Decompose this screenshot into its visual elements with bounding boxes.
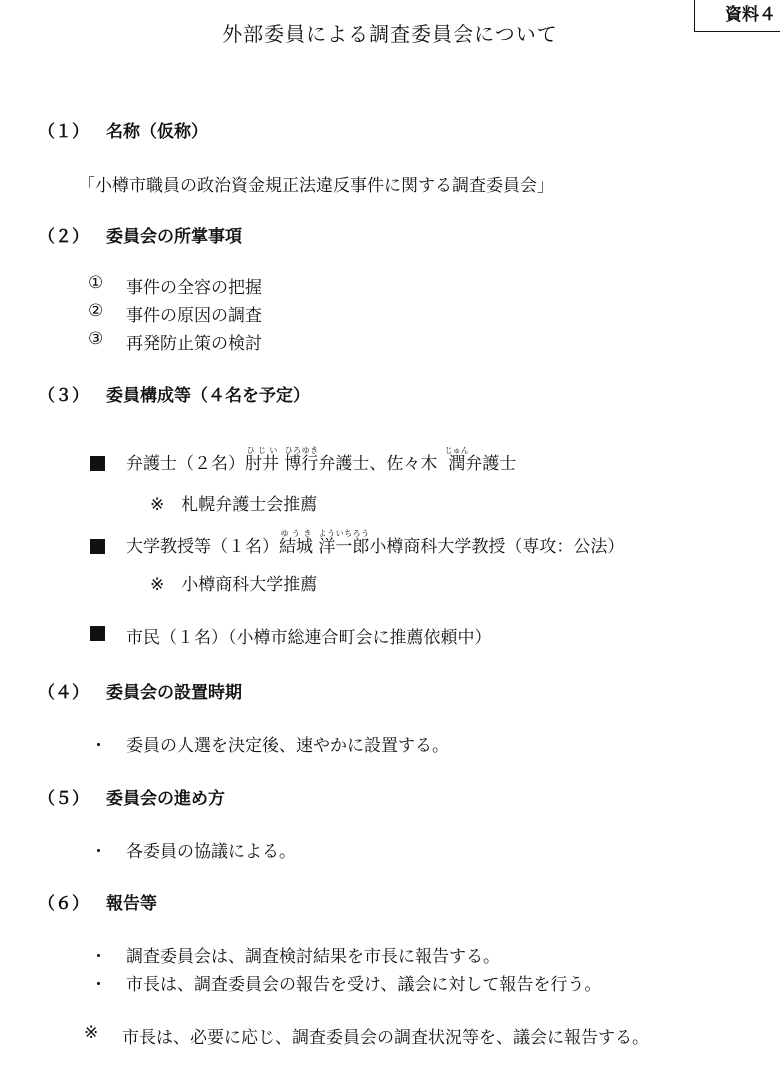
list-item-marker: ① xyxy=(88,273,104,293)
square-bullet-icon xyxy=(90,626,105,641)
section-3-title: 委員構成等（４名を予定） xyxy=(106,386,310,406)
square-bullet-icon xyxy=(90,456,105,471)
section-6-title: 報告等 xyxy=(106,894,157,914)
member-row-professor xyxy=(126,529,624,557)
bullet-marker: ・ xyxy=(90,842,107,862)
list-item-text: 再発防止策の検討 xyxy=(126,334,262,354)
section-4-number: （４） xyxy=(38,683,89,703)
member-given-name: 洋一郎よういちろう xyxy=(318,529,370,557)
section-2-title: 委員会の所掌事項 xyxy=(106,227,242,247)
section-6-note: 市長は、必要に応じ、調査委員会の調査状況等を、議会に報告する。 xyxy=(122,1028,649,1048)
square-bullet-icon xyxy=(90,539,105,554)
section-4-title: 委員会の設置時期 xyxy=(106,683,242,703)
bullet-marker: ・ xyxy=(90,975,107,995)
page-title: 外部委員による調査委員会について xyxy=(222,22,558,46)
bullet-text: 各委員の協議による。 xyxy=(126,842,296,862)
member-row-citizen: 市民（１名）（小樽市総連合町会に推薦依頼中） xyxy=(126,628,492,648)
bullet-text: 調査委員会は、調査検討結果を市長に報告する。 xyxy=(126,947,500,967)
section-2-number: （２） xyxy=(38,227,89,247)
bullet-text: 委員の人選を決定後、速やかに設置する。 xyxy=(126,736,449,756)
section-1-body: 「小樽市職員の政治資金規正法違反事件に関する調査委員会」 xyxy=(78,176,554,196)
member-given-name: 潤じゅん xyxy=(444,446,469,474)
list-item-text: 事件の原因の調査 xyxy=(126,306,262,326)
section-6-number: （６） xyxy=(38,894,89,914)
list-item-text: 事件の全容の把握 xyxy=(126,278,262,298)
member-role: 弁護士 xyxy=(465,454,517,474)
bullet-text: 市長は、調査委員会の報告を受け、議会に対して報告を行う。 xyxy=(126,975,602,995)
list-item-marker: ③ xyxy=(88,329,104,349)
document-badge: 資料４ xyxy=(694,0,780,32)
section-5-number: （５） xyxy=(38,789,89,809)
section-1-number: （１） xyxy=(38,122,89,142)
section-1-title: 名称（仮称） xyxy=(106,122,208,142)
member-prefix: 弁護士（２名） xyxy=(126,454,245,474)
list-item-marker: ② xyxy=(88,301,104,321)
member-given-name: 博行ひろゆき xyxy=(284,446,319,474)
note-marker: ※ xyxy=(84,1023,99,1043)
member-role: 弁護士、佐々木 xyxy=(318,454,438,474)
member-note: ※ 小樽商科大学推薦 xyxy=(150,575,318,595)
member-note: ※ 札幌弁護士会推薦 xyxy=(150,495,318,515)
bullet-marker: ・ xyxy=(90,947,107,967)
section-5-title: 委員会の進め方 xyxy=(106,789,225,809)
member-prefix: 大学教授等（１名） xyxy=(126,537,279,557)
member-surname: 肘井ひじい xyxy=(245,446,279,474)
section-3-number: （３） xyxy=(38,386,89,406)
bullet-marker: ・ xyxy=(90,736,107,756)
member-row-lawyers xyxy=(126,446,516,474)
member-role: 小樽商科大学教授（専攻：公法） xyxy=(369,537,625,557)
member-surname: 結城ゆうき xyxy=(279,529,313,557)
